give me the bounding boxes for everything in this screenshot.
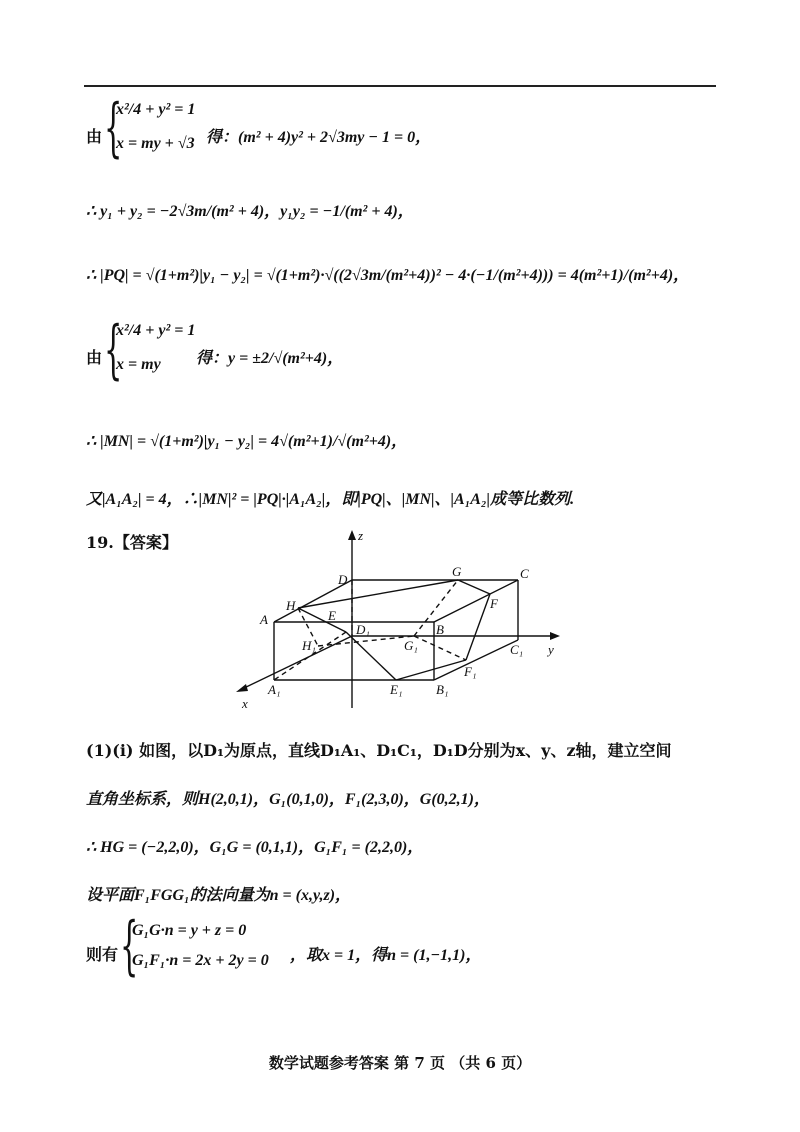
label-C: C bbox=[520, 566, 529, 581]
label-B1: B₁ bbox=[436, 682, 449, 697]
pq-line: ∴ |PQ| = √(1+m²)|y₁ − y₂| = √(1+m²)·√((2√3m/(m²+4))² − 4·(−1/(m²+4))) = 4(m²+1)/(m²+4)， bbox=[86, 267, 690, 284]
label-F1: F₁ bbox=[464, 664, 477, 679]
x-axis-arrow bbox=[236, 684, 248, 692]
page-footer: 数学试题参考答案 第 7 页 （共 6 页） bbox=[268, 1054, 532, 1072]
system-3-equations bbox=[132, 922, 269, 970]
label-F: F bbox=[490, 596, 498, 611]
question-19-heading: 19.【答案】 bbox=[86, 533, 178, 552]
label-A: A bbox=[260, 612, 268, 627]
mn-line: ∴ |MN| = √(1+m²)|y₁ − y₂| = 4√(m²+1)/√(m²+4)， bbox=[86, 433, 408, 450]
label-G: G bbox=[452, 564, 462, 579]
part1-intro-line: (1)(i) 如图，以D₁为原点，直线D₁A₁、D₁C₁，D₁D分别为x、y、z轴，建立空间 bbox=[86, 741, 672, 760]
system-1-prefix: 由 bbox=[86, 127, 103, 146]
label-H: H bbox=[286, 598, 296, 613]
label-A1: A₁ bbox=[268, 682, 281, 697]
vectors-line: ∴ HG = (−2,2,0)，G₁G = (0,1,1)，G₁F₁ = (2,2,0)， bbox=[86, 839, 424, 856]
system-3-eq1: G₁G·n = y + z = 0 bbox=[132, 922, 247, 939]
system-1-result: 得：(m² + 4)y² + 2√3my − 1 = 0， bbox=[206, 129, 432, 146]
label-y: y bbox=[548, 642, 554, 657]
system-2-eq1: x²/4 + y² = 1 bbox=[116, 322, 196, 339]
label-B: B bbox=[436, 622, 444, 637]
label-D1: D₁ bbox=[356, 622, 370, 637]
label-E1: E₁ bbox=[390, 682, 403, 697]
label-x: x bbox=[242, 696, 248, 711]
system-1-equations bbox=[116, 101, 195, 153]
coordinates-line: 直角坐标系，则H(2,0,1)，G₁(0,1,0)，F₁(2,3,0)，G(0,2,1)， bbox=[86, 791, 491, 808]
label-H1: H₁ bbox=[302, 638, 316, 653]
x-axis bbox=[240, 636, 352, 690]
label-D: D bbox=[338, 572, 348, 587]
system-2-equations bbox=[116, 322, 195, 374]
system-3-prefix: 则有 bbox=[86, 945, 119, 964]
geometry-diagram bbox=[228, 528, 568, 716]
system-2-prefix: 由 bbox=[86, 348, 103, 367]
system-3-brace: { bbox=[120, 909, 139, 983]
y-axis-arrow bbox=[550, 632, 560, 640]
label-C1: C₁ bbox=[510, 642, 524, 657]
system-2-result: 得：y = ±2/√(m²+4)， bbox=[196, 350, 344, 367]
normal-vector-line: 设平面F₁FGG₁的法向量为n = (x,y,z)， bbox=[86, 887, 352, 904]
system-1-brace: { bbox=[104, 91, 123, 165]
system-3-result: ，取x = 1，得n = (1,−1,1)， bbox=[290, 947, 482, 964]
sum-product-line: ∴ y₁ + y₂ = −2√3m/(m² + 4)，y₁y₂ = −1/(m² + 4)， bbox=[86, 203, 414, 220]
system-2-brace: { bbox=[104, 313, 123, 387]
system-3-eq2: G₁F₁·n = 2x + 2y = 0 bbox=[132, 952, 269, 969]
system-1-eq2: x = my + √3 bbox=[116, 135, 195, 152]
label-E: E bbox=[328, 608, 336, 623]
system-1-eq1: x²/4 + y² = 1 bbox=[116, 101, 196, 118]
label-G1: G₁ bbox=[404, 638, 418, 653]
system-2-eq2: x = my bbox=[116, 356, 161, 373]
label-z: z bbox=[358, 528, 364, 543]
z-axis-arrow bbox=[348, 530, 356, 540]
header-rule bbox=[84, 85, 716, 87]
geometric-sequence-line: 又|A₁A₂| = 4，∴|MN|² = |PQ|·|A₁A₂|，即|PQ|、|MN|、|A₁A₂|成等比数列. bbox=[86, 491, 575, 508]
